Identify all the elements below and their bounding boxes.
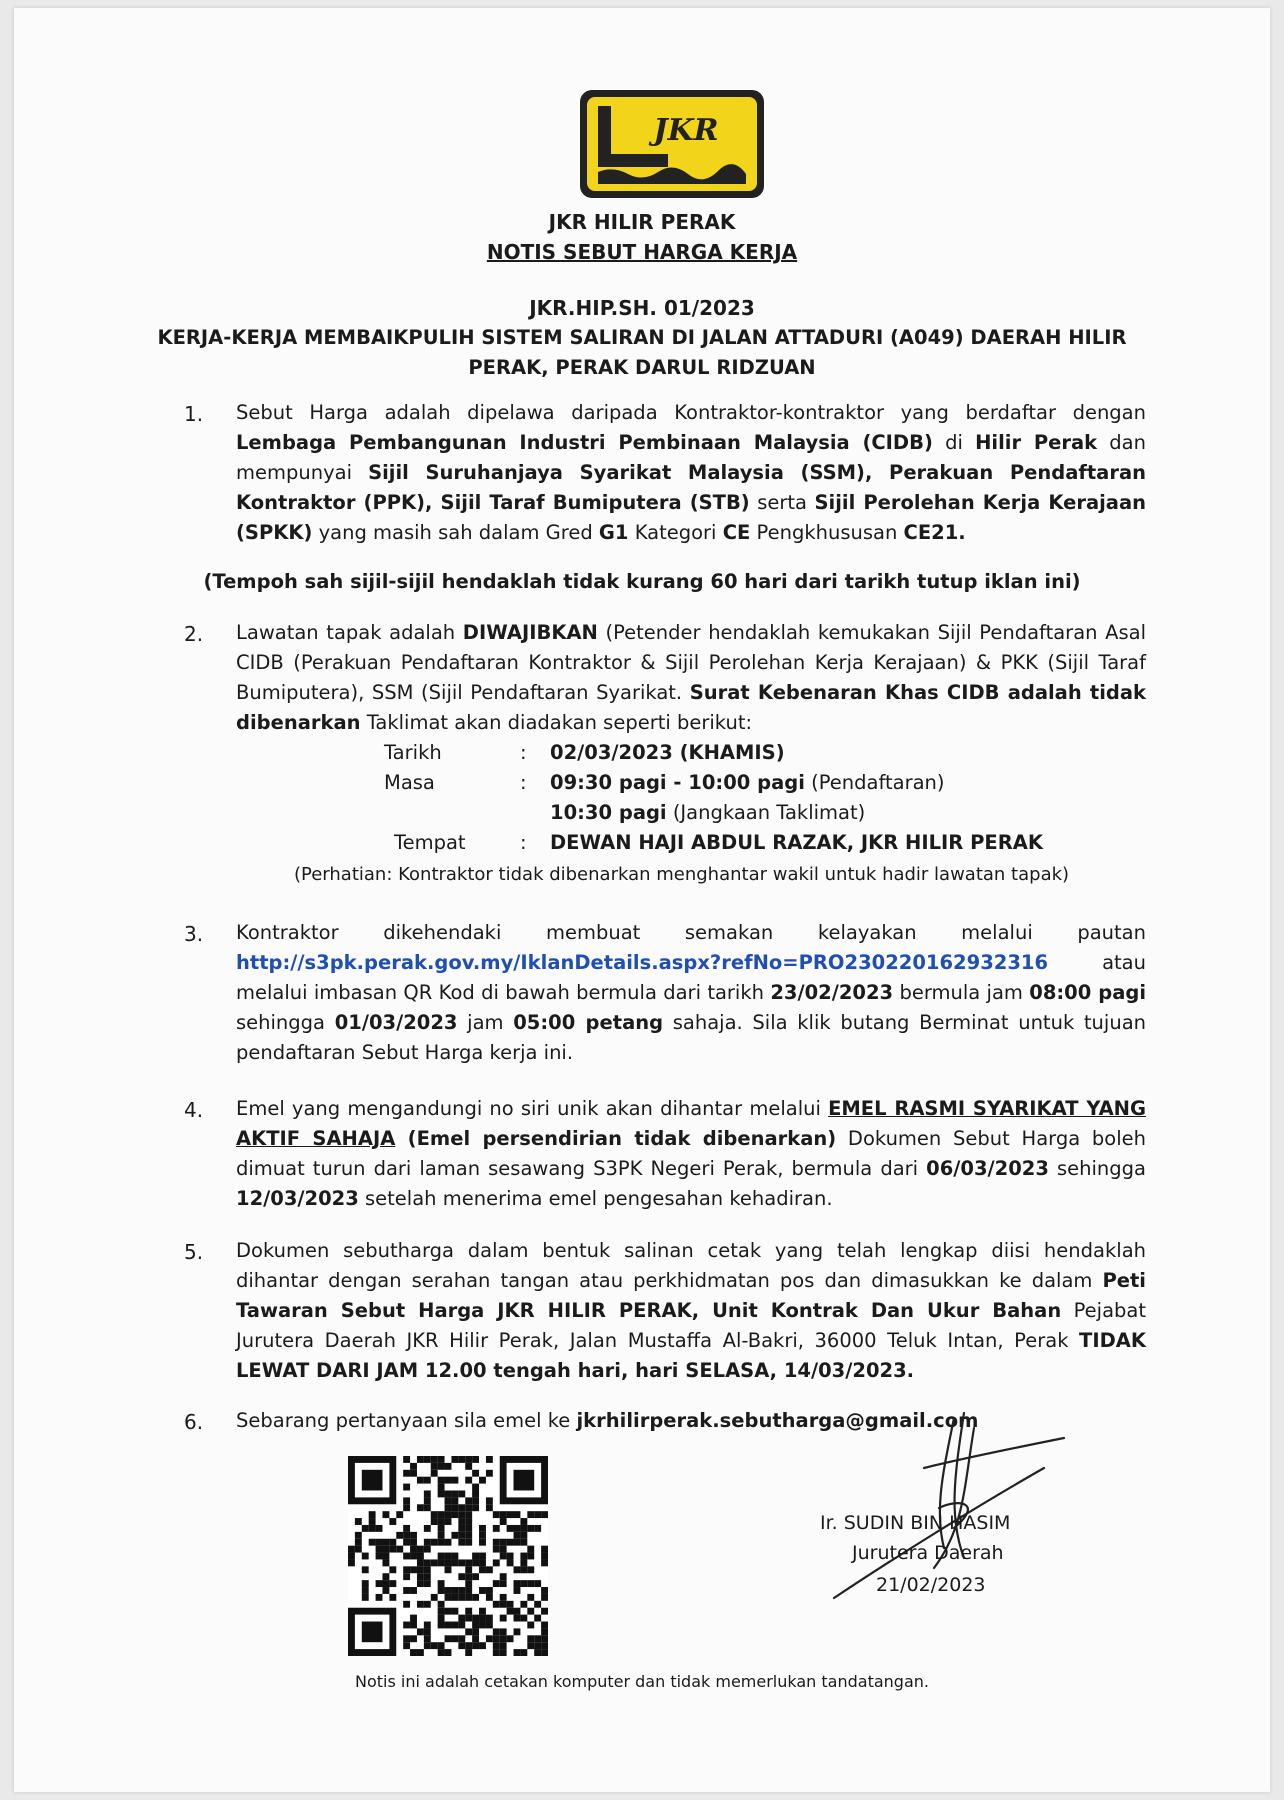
tarikh-value: 02/03/2023 (KHAMIS): [550, 741, 785, 764]
footer-note: Notis ini adalah cetakan komputer dan tidak memerlukan tandatangan.: [355, 1672, 929, 1691]
signature-date: 21/02/2023: [876, 1574, 986, 1596]
paragraph-4: Emel yang mengandungi no siri unik akan dihantar melalui EMEL RASMI SYARIKAT YANG AKTIF SAHAJA (Emel persendirian tidak dibenarkan) Dokumen Sebut Harga boleh dimuat turun dari laman sesawang S3PK Negeri Perak, bermula dari 06/03/2023 sehingga 12/03/2023 setelah menerima emel pengesahan kehadiran.: [236, 1097, 1146, 1210]
paragraph-1: Sebut Harga adalah dipelawa daripada Kontraktor-kontraktor yang berdaftar dengan Lembaga Pembangunan Industri Pembinaan Malaysia (CIDB) di Hilir Perak dan mempunyai Sijil Suruhanjaya Syarikat Malaysia (SSM), Perakuan Pendaftaran Kontraktor (PPK), Sijil Taraf Bumiputera (STB) serta Sijil Perolehan Kerja Kerajaan (SPKK) yang masih sah dalam Gred G1 Kategori CE Pengkhususan CE21.: [236, 401, 1147, 544]
item-number-3: 3.: [184, 922, 204, 946]
item-number-4: 4.: [184, 1098, 204, 1122]
tempat-colon: :: [520, 831, 527, 854]
logo-text: JKR: [653, 113, 719, 148]
signatory-name: Ir. SUDIN BIN HASIM: [820, 1512, 1011, 1534]
tarikh-label: Tarikh: [384, 741, 442, 764]
s3pk-link[interactable]: http://s3pk.perak.gov.my/IklanDetails.aspx?refNo=PRO230220162932316: [236, 951, 1049, 974]
tempat-label: Tempat: [394, 831, 466, 854]
signatory-title: Jurutera Daerah: [852, 1542, 1004, 1564]
contact-email[interactable]: jkrhilirperak.sebutharga@gmail.com: [576, 1409, 979, 1432]
item-number-1: 1.: [184, 402, 204, 426]
project-title-line1: KERJA-KERJA MEMBAIKPULIH SISTEM SALIRAN DI JALAN ATTADURI (A049) DAERAH HILIR: [157, 326, 1127, 349]
tarikh-colon: :: [520, 741, 527, 764]
item-number-5: 5.: [184, 1240, 204, 1264]
office-name: JKR HILIR PERAK: [548, 210, 736, 234]
notice-page: [14, 8, 1270, 1792]
masa-label: Masa: [384, 771, 435, 794]
validity-note: (Tempoh sah sijil-sijil hendaklah tidak kurang 60 hari dari tarikh tutup iklan ini): [203, 570, 1081, 593]
jkr-logo: [578, 88, 766, 200]
qr-code[interactable]: [348, 1456, 548, 1656]
masa-colon: :: [520, 771, 527, 794]
masa-value-1: 09:30 pagi - 10:00 pagi (Pendaftaran): [550, 771, 945, 794]
attention-note: (Perhatian: Kontraktor tidak dibenarkan menghantar wakil untuk hadir lawatan tapak): [294, 864, 1070, 885]
paragraph-2: Lawatan tapak adalah DIWAJIBKAN (Petender hendaklah kemukakan Sijil Pendaftaran Asal CIDB (Perakuan Pendaftaran Kontraktor & Sijil Perolehan Kerja Kerajaan) & PKK (Sijil Taraf Bumiputera), SSM (Sijil Pendaftaran Syarikat. Surat Kebenaran Khas CIDB adalah tidak dibenarkan Taklimat akan diadakan seperti berikut:: [236, 621, 1146, 734]
tempat-value: DEWAN HAJI ABDUL RAZAK, JKR HILIR PERAK: [550, 831, 1043, 854]
notice-title: NOTIS SEBUT HARGA KERJA: [486, 240, 798, 264]
paragraph-6: Sebarang pertanyaan sila emel ke jkrhilirperak.sebutharga@gmail.com: [236, 1409, 979, 1432]
project-title-line2: PERAK, PERAK DARUL RIDZUAN: [468, 356, 816, 379]
paragraph-3: Kontraktor dikehendaki membuat semakan kelayakan melalui pautan http://s3pk.perak.gov.my/IklanDetails.aspx?refNo=PRO230220162932316 atau melalui imbasan QR Kod di bawah bermula dari tarikh 23/02/2023 bermula jam 08:00 pagi sehingga 01/03/2023 jam 05:00 petang sahaja. Sila klik butang Berminat untuk tujuan pendaftaran Sebut Harga kerja ini.: [236, 921, 1147, 1064]
item-number-2: 2.: [184, 622, 204, 646]
paragraph-5: Dokumen sebutharga dalam bentuk salinan cetak yang telah lengkap diisi hendaklah dihantar dengan serahan tangan atau perkhidmatan pos dan dimasukkan ke dalam Peti Tawaran Sebut Harga JKR HILIR PERAK, Unit Kontrak Dan Ukur Bahan Pejabat Jurutera Daerah JKR Hilir Perak, Jalan Mustaffa Al-Bakri, 36000 Teluk Intan, Perak TIDAK LEWAT DARI JAM 12.00 tengah hari, hari SELASA, 14/03/2023.: [236, 1239, 1146, 1382]
item-number-6: 6.: [184, 1410, 204, 1434]
reference-number: JKR.HIP.SH. 01/2023: [529, 296, 755, 320]
masa-value-2: 10:30 pagi (Jangkaan Taklimat): [550, 801, 866, 824]
